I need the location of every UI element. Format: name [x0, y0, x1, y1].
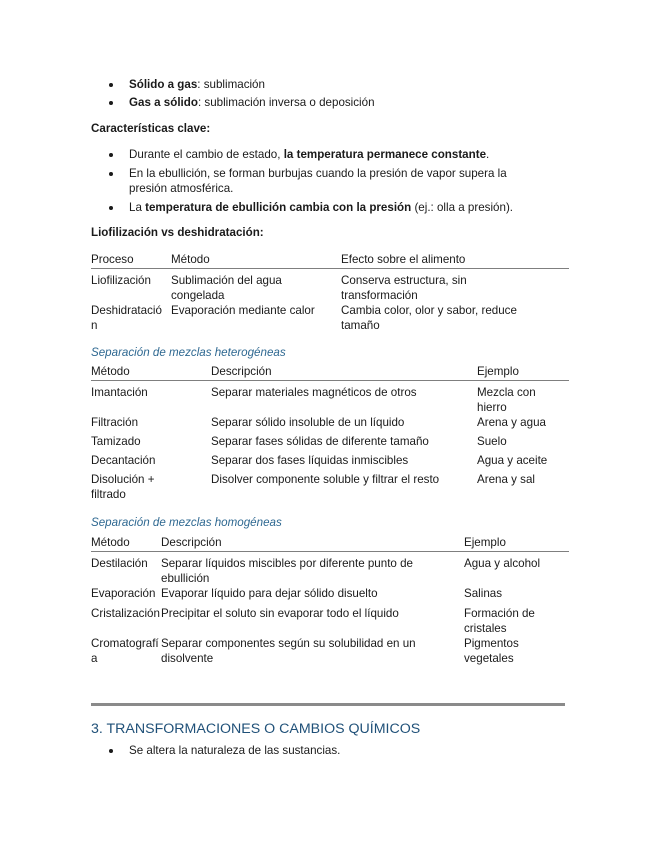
table-cell: Cromatografía: [91, 637, 159, 665]
col-header: Descripción: [161, 535, 464, 552]
table-cell: Precipitar el soluto sin evaporar todo el líquido: [161, 607, 399, 620]
table-cell: Separar componentes según su solubilidad en un disolvente: [161, 637, 416, 665]
table-header-row: [91, 252, 569, 269]
table-cell: Evaporación mediante calor: [171, 304, 315, 317]
table-cell: Agua y aceite: [477, 454, 548, 467]
col-header: Descripción: [211, 364, 477, 381]
col-header: Ejemplo: [477, 364, 569, 381]
table-cell: Disolución + filtrado: [91, 473, 155, 501]
section-3-title: 3. TRANSFORMACIONES O CAMBIOS QUÍMICOS: [91, 721, 421, 737]
table-row: [91, 586, 569, 606]
table-cell: Separar fases sólidas de diferente tamaño: [211, 435, 429, 448]
table-cell: Agua y alcohol: [464, 557, 541, 570]
hom-table: [91, 535, 569, 666]
table-cell: Sublimación del agua congelada: [171, 274, 282, 302]
list-item: Se altera la naturaleza de las sustancias.: [91, 743, 569, 758]
section-3-list: [91, 743, 569, 758]
table-header-row: [91, 364, 569, 381]
table-cell: Liofilización: [91, 274, 151, 287]
table-cell: Evaporar líquido para dejar sólido disuelto: [161, 587, 378, 600]
list-item: Durante el cambio de estado, la temperatura permanece constante.: [91, 147, 541, 162]
table-cell: Deshidratación: [91, 304, 162, 332]
table-cell: Imantación: [91, 386, 148, 399]
table-row: [91, 552, 569, 587]
table-cell: Arena y sal: [477, 473, 535, 486]
table-row: [91, 415, 569, 434]
table-cell: Arena y agua: [477, 416, 546, 429]
col-header: Método: [91, 535, 161, 552]
list-item: En la ebullición, se forman burbujas cuando la presión de vapor supera la presión atmosférica.: [91, 166, 541, 196]
table-cell: Destilación: [91, 557, 148, 570]
col-header: Efecto sobre el alimento: [341, 252, 569, 269]
table-row: [91, 472, 569, 502]
table-row: [91, 434, 569, 453]
table-cell: Disolver componente soluble y filtrar el resto: [211, 473, 440, 486]
col-header: Método: [91, 364, 211, 381]
table-cell: Cambia color, olor y sabor, reduce tamaño: [341, 304, 517, 332]
table-row: [91, 381, 569, 416]
table-cell: Conserva estructura, sin transformación: [341, 274, 467, 302]
list-item: La temperatura de ebullición cambia con la presión (ej.: olla a presión).: [91, 200, 541, 215]
table-header-row: [91, 535, 569, 552]
het-caption: Separación de mezclas heterogéneas: [91, 346, 286, 359]
table-cell: Evaporación: [91, 587, 156, 600]
table-cell: Cristalización: [91, 607, 160, 620]
table-row: [91, 636, 569, 666]
table-cell: Separar materiales magnéticos de otros: [211, 386, 417, 399]
table-cell: Separar líquidos miscibles por diferente punto de ebullición: [161, 557, 413, 585]
table-cell: Tamizado: [91, 435, 141, 448]
table-row: [91, 303, 569, 333]
table-cell: Suelo: [477, 435, 507, 448]
lio-heading: Liofilización vs deshidratación:: [91, 226, 264, 239]
state-change-list: [91, 77, 569, 110]
hom-caption: Separación de mezclas homogéneas: [91, 516, 282, 529]
lio-table: [91, 252, 569, 333]
col-header: Proceso: [91, 252, 171, 269]
col-header: Método: [171, 252, 341, 269]
list-item: Sólido a gas: sublimación: [91, 77, 569, 92]
col-header: Ejemplo: [464, 535, 569, 552]
table-row: [91, 606, 569, 636]
table-row: [91, 453, 569, 472]
table-cell: Salinas: [464, 587, 503, 600]
table-cell: Formación de cristales: [464, 607, 535, 635]
section-divider: [91, 703, 565, 706]
table-cell: Separar sólido insoluble de un líquido: [211, 416, 405, 429]
key-list: [91, 147, 541, 215]
list-item: Gas a sólido: sublimación inversa o deposición: [91, 95, 569, 110]
het-table: [91, 364, 569, 502]
table-cell: Separar dos fases líquidas inmiscibles: [211, 454, 409, 467]
table-cell: Mezcla con hierro: [477, 386, 536, 414]
table-cell: Pigmentos vegetales: [464, 637, 519, 665]
table-row: [91, 269, 569, 304]
table-cell: Filtración: [91, 416, 139, 429]
key-heading: Características clave:: [91, 122, 211, 135]
table-cell: Decantación: [91, 454, 156, 467]
